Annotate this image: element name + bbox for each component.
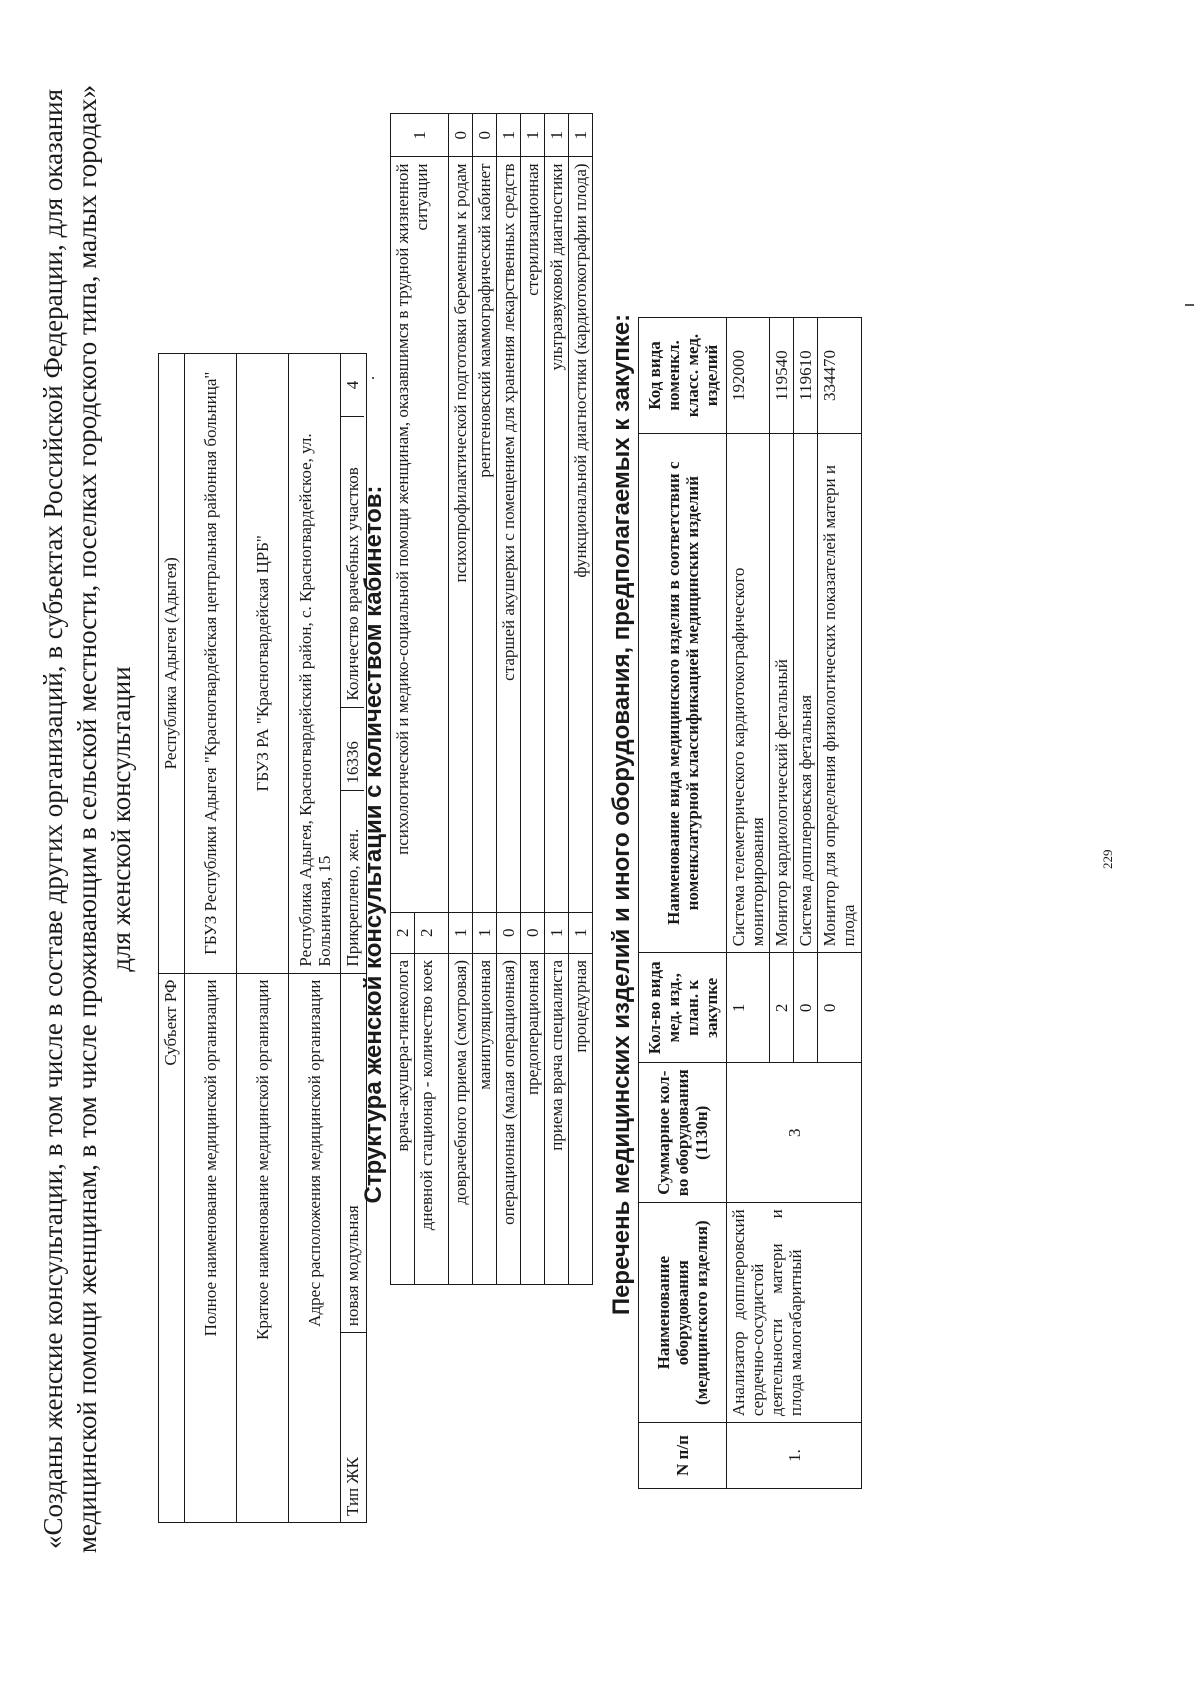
structure-right-label: стерилизационная [521,157,545,912]
structure-left-label: приема врача специалиста [545,953,569,1284]
full-name-label: Полное наименование медицинской организации [185,973,237,1522]
type-value: новая модульная [341,973,367,1333]
structure-right-label: функциональной диагностики (кардиотокографии плода) [569,157,593,912]
header-qty: Кол-во вида мед. изд., план. к закупке [639,953,727,1063]
structure-row [521,114,545,1285]
structure-row [391,114,415,1285]
header-line-3: для женской консультации [106,666,136,972]
scan-speck [1185,304,1194,306]
row-qty: 1 [727,953,770,1063]
row-code: 119610 [794,318,818,434]
structure-right-value: 1 [545,114,569,157]
header-line-2: медицинской помощи женщинам, в том числе проживающим в сельской местности, поселках городского типа, малых городах» [72,84,102,1554]
structure-row [569,114,593,1285]
address-label: Адрес расположения медицинской организации [289,973,341,1522]
structure-row [449,114,473,1285]
row-kind: Система допплеровская фетальная [794,433,818,952]
short-name-value: ГБУЗ РА "Красногвардейская ЦРБ" [237,354,289,974]
structure-row [497,114,521,1285]
item-name: Анализатор допплеровский сердечно-сосудистой деятельности матери и плода малогабаритный [727,1203,862,1423]
structure-left-value: 0 [521,912,545,953]
structure-right-value: 1 [497,114,521,157]
structure-right-label: ультразвуковой диагностики [545,157,569,912]
structure-left-label: манипуляционная [473,953,497,1284]
structure-left-value: 1 [569,912,593,953]
organization-info-table [158,353,367,1523]
structure-right-value: 0 [473,114,497,157]
structure-left-label: операционная (малая операционная) [497,953,521,1284]
row-kind: Монитор для определения физиологических показателей матери и плода [818,433,862,952]
row-kind: Система телеметрического кардиотокографического мониторирования [727,433,770,952]
item-num: 1. [727,1423,862,1489]
structure-right-value: 1 [569,114,593,157]
type-label: Тип ЖК [341,1333,367,1523]
structure-left-label: дневной стационар - количество коек [415,953,449,1284]
districts-label: Количество врачебных участков [341,417,364,708]
structure-right-label: рентгеновский маммографический кабинет [473,157,497,912]
document-header [36,39,138,1599]
structure-left-label: врача-акушера-гинеколога [391,953,415,1284]
structure-right-value: 1 [521,114,545,157]
subject-label: Субъект РФ [159,973,185,1522]
header-kind: Наименование вида медицинского изделия в соответствии с номенклатурной классификацией медицинских изделий [639,433,727,952]
structure-left-value: 1 [449,912,473,953]
structure-row [473,114,497,1285]
address-value: Республика Адыгея, Красногвардейский район, с. Красногвардейское, ул. Больничная, 15 [289,354,341,974]
districts-value: 4 [343,380,362,390]
structure-left-label: предоперационная [521,953,545,1284]
subject-value: Республика Адыгея (Адыгея) [159,354,185,974]
structure-left-label: процедурная [569,953,593,1284]
header-total: Суммарное кол-во оборудования (1130н) [639,1063,727,1203]
structure-right-label: психологической и медико-социальной помощи женщинам, оказавшимся в трудной жизненной ситуации [391,157,449,912]
page-number: 229 [1100,849,1115,869]
row-qty: 0 [794,953,818,1063]
structure-right-value: 1 [391,114,449,157]
attached-label: Прикреплено, жен. [341,790,364,973]
structure-right-value: 0 [449,114,473,157]
equipment-header-row [639,318,727,1489]
structure-left-value: 2 [391,912,415,953]
structure-left-value: 1 [473,912,497,953]
row-qty: 2 [770,953,794,1063]
structure-right-label: психопрофилактической подготовки беременным к родам [449,157,473,912]
scan-speck [372,377,374,379]
structure-left-value: 1 [545,912,569,953]
row-code: 334470 [818,318,862,434]
header-num: N п/п [639,1423,727,1489]
row-code: 119540 [770,318,794,434]
attached-value: 16336 [341,707,364,790]
row-qty: 0 [818,953,862,1063]
item-total: 3 [727,1063,862,1203]
row-kind: Монитор кардиологический фетальный [770,433,794,952]
full-name-value: ГБУЗ Республики Адыгея "Красногвардейская центральная районная больница" [185,354,237,974]
structure-left-label: доврачебного приема (смотровая) [449,953,473,1284]
row-code: 192000 [727,318,770,434]
short-name-label: Краткое наименование медицинской организации [237,973,289,1522]
equipment-table [638,317,862,1489]
structure-left-value: 0 [497,912,521,953]
structure-row [545,114,569,1285]
header-code: Код вида номенкл. класс. мед. изделий [639,318,727,434]
header-name: Наименование оборудования (медицинского изделия) [639,1203,727,1423]
structure-left-value: 2 [415,912,449,953]
structure-right-label: старшей акушерки с помещением для хранения лекарственных средств [497,157,521,912]
header-line-1: «Созданы женские консультации, в том числе в составе других организаций, в субъектах Российской Федерации, для оказания [38,88,68,1550]
structure-table [390,113,593,1285]
equipment-title: Перечень медицинских изделий и иного оборудования, предполагаемых к закупке: [608,313,635,1316]
equipment-row [727,318,770,1489]
structure-title: Структура женской консультации с количеством кабинетов: [360,485,387,1204]
